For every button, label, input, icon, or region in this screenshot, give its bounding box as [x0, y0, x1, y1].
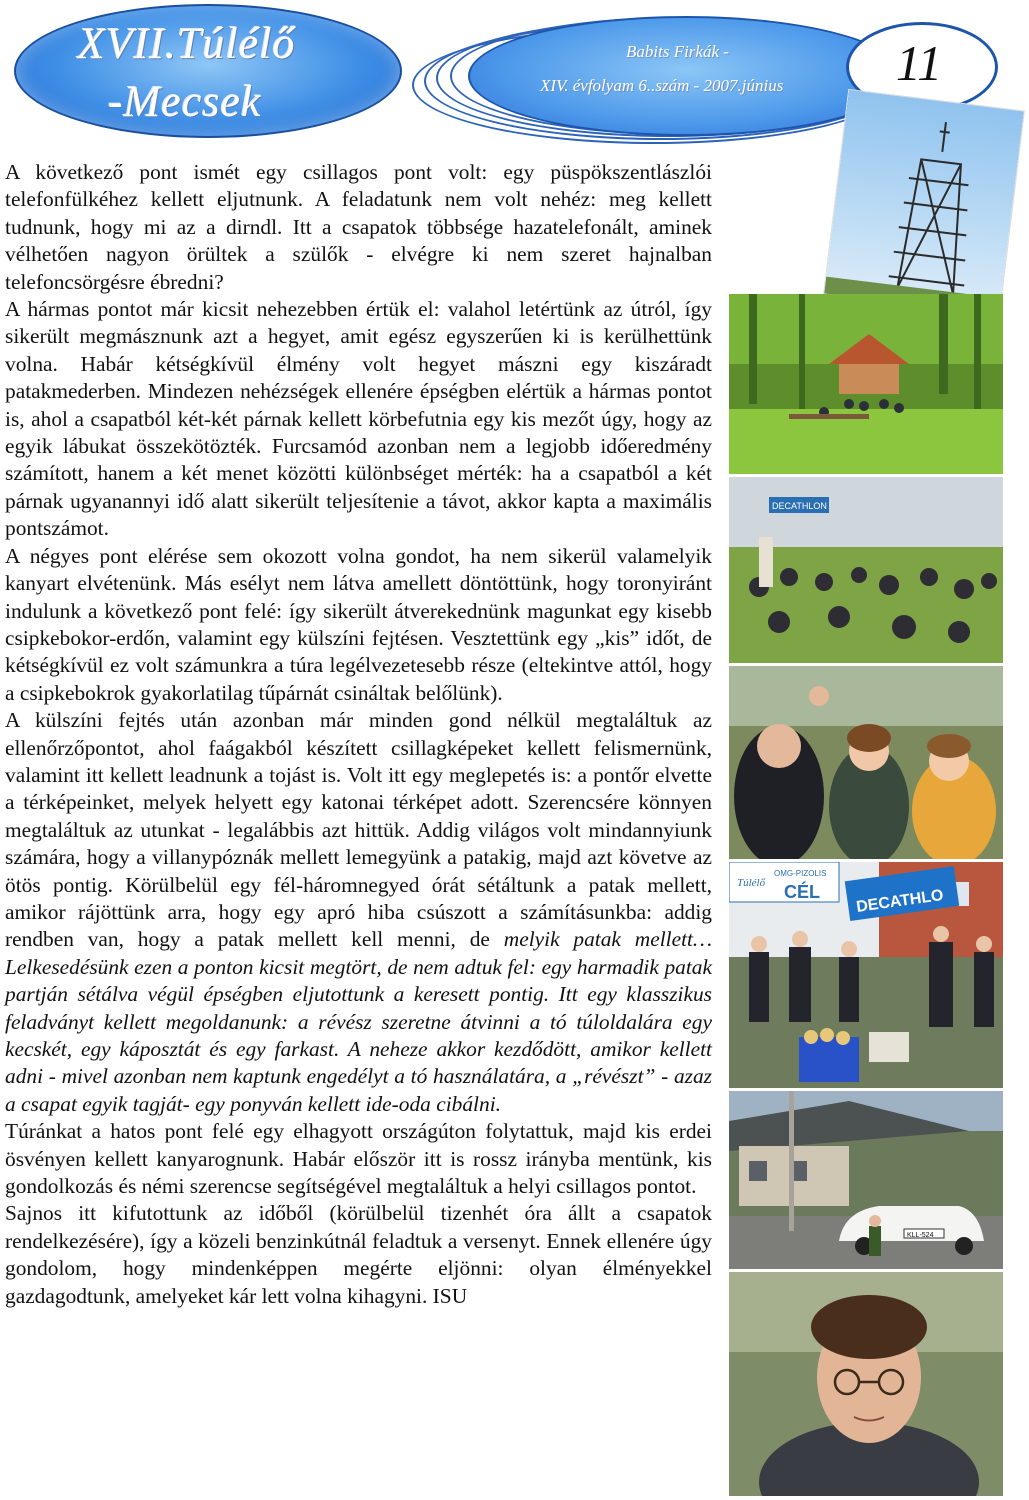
article-body: [5, 159, 712, 1310]
photo-portrait-glasses: [729, 1272, 1003, 1496]
paragraph-2: A hármas pontot már kicsit nehezebben értük el: valahol letértünk az útról, így sikerült megmásznunk azt a hegyet, amit egész egyszerűen ki is kerülhettünk volna. Habár kétségkívül élmény volt hegyet mászni egy kiszáradt patakmederben. Mindezen nehézségek ellenére épségben elértük a hármas pontot is, ahol a csapatból két-két párnak kellett körbefutnia egy kis mezőt úgy, hogy az egyik lábukat összekötözték. Furcsamód azonban nem a legjobb időeredmény számított, hanem a két menet közötti különbséget mérték: ha a csapatból a két párnak ugyanannyi idő alatt sikerült teljesítenie a távot, akkor kapta a maximális pontszámot.: [5, 297, 712, 541]
banner-tulelo: Túlélő: [737, 877, 766, 889]
photo-group-closeup: [729, 666, 1003, 859]
banner-decathlon: DECATHLO: [855, 886, 945, 916]
photo-lookout-tower: [824, 90, 1024, 315]
photo-park-gazebo: [729, 294, 1003, 474]
page-number: 11: [895, 35, 943, 91]
photo-street-car: [729, 1091, 1003, 1269]
paragraph-6: Sajnos itt kifutottunk az időből (körülbelül tizenhét óra állt a csapatok rendelkezésére), így a közeli benzinkútnál feladtuk a versenyt. Ennek ellenére úgy gondolom, hogy mindenképpen megérte eljönni: olyan élményekkel gazdagodtunk, amelyeket kár lett volna kihagyni. ISU: [5, 1201, 712, 1308]
sign-decathlon-top: DECATHLON: [772, 501, 827, 511]
banner-omg-pizolis: OMG-PIZOLIS: [774, 869, 827, 878]
paragraph-4-italic: melyik patak mellett… Lelkesedésünk ezen a ponton kicsit megtört, de nem adtuk fel: egy harmadik patak partján sétálva végül épségben eljutottunk a keresett pontig. Itt egy klasszikus feladványt kellett megoldanunk: a révész szeretne átvinni a tó túloldalára egy kecskét, egy káposztát és egy farkast. A neheze akkor kezdődött, amikor kellett adni - mivel azonban nem kaptunk engedélyt a tó használatára, a „révészt” - azaz a csapat egyik tagját- egy ponyván kellett ide-oda cibálni.: [5, 927, 712, 1116]
banner-cel: CÉL: [784, 882, 820, 902]
photo-finish-area: [729, 862, 1003, 1088]
title-line-2: -Mecsek: [108, 77, 262, 126]
paragraph-4-regular: A külszíni fejtés után azonban már minden gond nélkül megtaláltuk az ellenőrzőpontot, ahol faágakból készített csillagképeket kellett felismernünk, valamint itt kellett leadnunk a tojást is. Volt itt egy meglepetés is: a pontőr elvette a térképeinket, melyek helyett egy katonai térképet adott. Szerencsére könnyen megtaláltuk az utunkat - legalábbis azt hittük. Addig világos volt mindannyiunk számára, hogy a villanypóznák mellett lemegyünk a patakig, majd azt követve az ötös pontig. Körülbelül egy fél-háromnegyed órát sétáltunk a patak mellett, amikor rájöttünk arra, hogy egy apró hiba csúszott a számításunkba: addig rendben van, hogy a patak mellett kell menni, de: [5, 708, 712, 952]
title-line-1: XVII.Túlélő: [78, 19, 296, 68]
publication-line-1: Babits Firkák -: [626, 42, 729, 61]
paragraph-4: [5, 707, 712, 1118]
photo-crowd-resting: [729, 477, 1003, 663]
publication-line-2: XIV. évfolyam 6..szám - 2007.június: [540, 76, 784, 95]
license-plate: KLL-524: [907, 1232, 934, 1239]
paragraph-1: A következő pont ismét egy csillagos pont volt: egy püspökszentlászlói telefonfülkéhez kellett eljutnunk. A feladatunk nem volt nehéz: meg kellett tudnunk, hogy mi az a dirndl. Itt a csapatok többsége hazatelefonált, aminek vélhetően nagyon örültek a szülők - elvégre ki nem szeret hajnalban telefoncsörgésre ébredni?: [5, 160, 712, 294]
paragraph-5: Túránkat a hatos pont felé egy elhagyott országúton folytattuk, majd kis erdei ösvényen kellett kanyarognunk. Habár először itt is rossz irányba mentünk, kis gondolkozás és némi szerencse segítségével megtaláltuk a helyi csillagos pontot.: [5, 1119, 712, 1199]
paragraph-3: A négyes pont elérése sem okozott volna gondot, ha nem sikerül valamelyik kanyart elvétenünk. Más esélyt nem látva amellett döntöttünk, hogy toronyiránt indulunk a következő pont felé: így sikerült átverekednünk magunkat egy kisebb csipkebokor-erdőn, valamint egy külszíni fejtésen. Vesztettünk egy „kis” időt, de kétségkívül ez volt számunkra a túra legélvezetesebb része (eltekintve attól, hogy a csipkebokrok gyakorlatilag tűpárnát csináltak belőlünk).: [5, 543, 712, 705]
